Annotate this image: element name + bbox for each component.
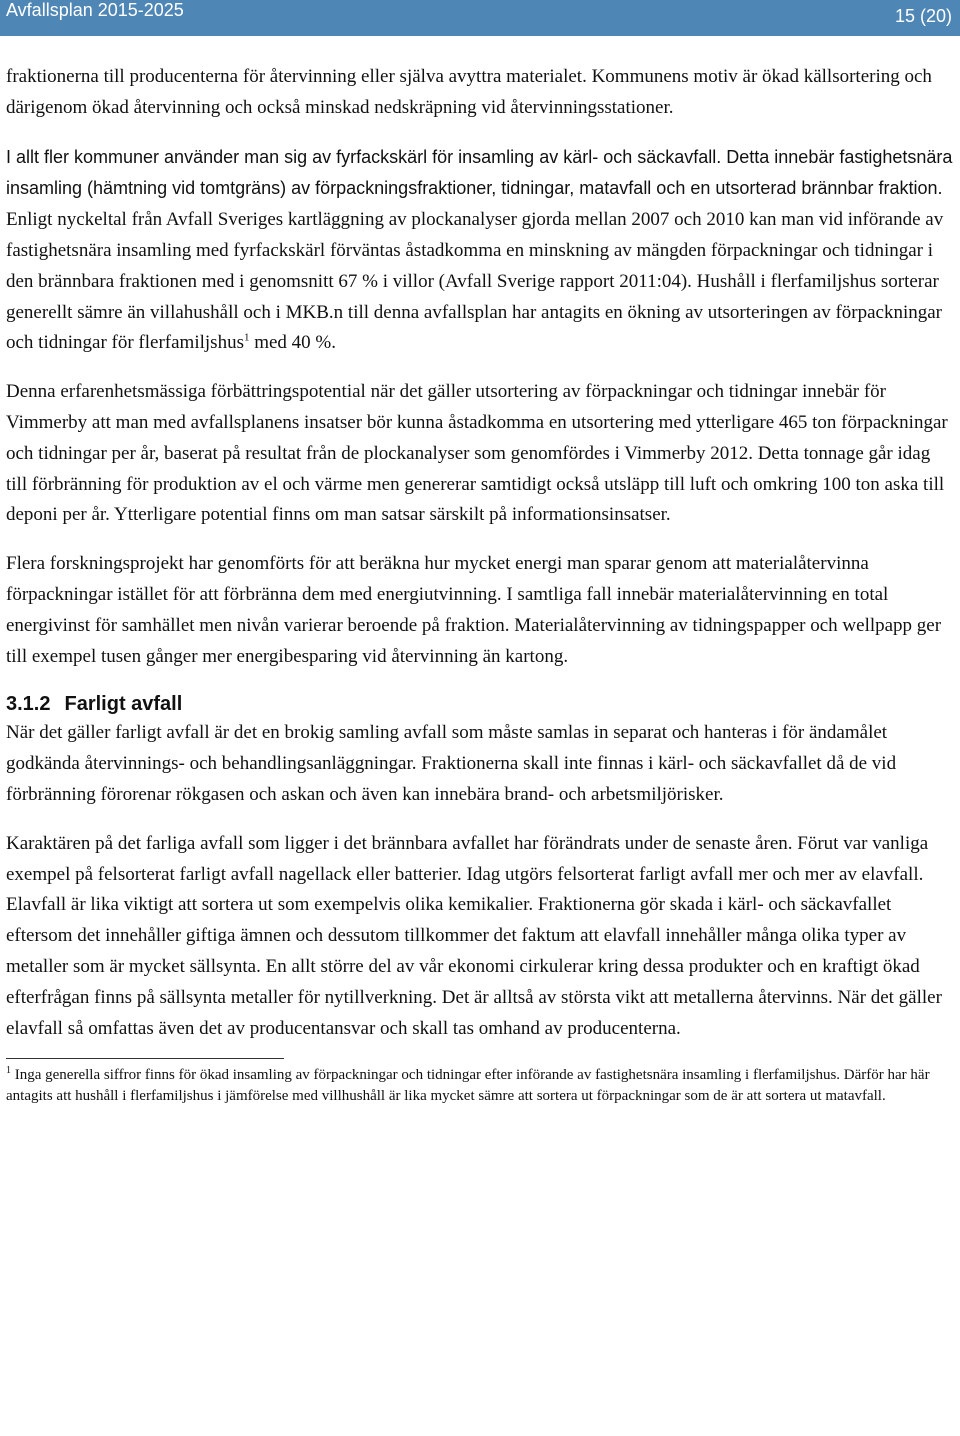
page-number: 15 (20) <box>894 6 952 26</box>
paragraph-2-text: Enligt nyckeltal från Avfall Sveriges kartläggning av plockanalyser gjorda mellan 2007 och 2010 kan man vid införande av fastighetsnära insamling med fyrfackskärl förväntas åstadkomma en minskning av mängden förpackningar och tidningar i den brännbara fraktionen med i genomsnitt 67 % i villor (Avfall Sverige rapport 2011:04). Hushåll i flerfamiljshus sorterar generellt sämre än villahushåll och i MKB.n till denna avfallsplan har antagits en ökning av utsorteringen av förpackningar och tidningar för flerfamiljshus <box>6 209 944 354</box>
footnote-text: Inga generella siffror finns för ökad insamling av förpackningar och tidningar efter införande av fastighetsnära insamling i flerfamiljshus. Därför har här antagits att hushåll i flerfamiljshus i jämförelse med villhushåll är lika mycket sämre att sortera ut förpackningar som de är att sortera ut matavfall. <box>6 1067 930 1105</box>
paragraph-2 <box>6 142 954 360</box>
footnote <box>6 1065 954 1107</box>
section-number: 3.1.2 <box>6 693 51 716</box>
section-heading <box>6 690 954 718</box>
section-paragraph-1: När det gäller farligt avfall är det en brokig samling avfall som måste samlas in separat och hanteras i för ändamålet godkända återvinnings- och behandlingsanläggningar. Fraktionerna skall inte finnas i kärl- och säckavfallet då de vid förbränning förorenar rökgasen och askan och även kan innebära brand- och arbetsmiljörisker. <box>6 722 897 805</box>
footnote-marker: 1 <box>6 1065 11 1077</box>
paragraph-1: fraktionerna till producenterna för återvinning eller själva avyttra materialet. Kommunens motiv är ökad källsortering och därigenom ökad återvinning och också minskad nedskräpning vid återvinningsstationer. <box>6 66 932 118</box>
section-paragraph-2: Karaktären på det farliga avfall som ligger i det brännbara avfallet har förändrats under de senaste åren. Förut var vanliga exempel på felsorterat farligt avfall nagellack eller batterier. Idag utgörs felsorterat farligt avfall mer och mer av elavfall. Elavfall är lika viktigt att sortera ut som exempelvis olika kemikalier. Fraktionerna gör skada i kärl- och säckavfallet eftersom det innehåller giftiga ämnen och dessutom tillkommer det faktum att elavfall innehåller många olika typer av metaller som är mycket sällsynta. En allt större del av vår ekonomi cirkulerar kring dessa produkter och en kraftigt ökad efterfrågan finns på sällsynta metaller för nytillverkning. Det är alltså av största vikt att metallerna återvinns. När det gäller elavfall så omfattas även det av producentansvar och skall tas omhand av producenterna. <box>6 832 942 1039</box>
document-body <box>6 62 954 1107</box>
paragraph-2-end: med 40 %. <box>249 332 337 354</box>
section-title: Farligt avfall <box>64 693 183 716</box>
footnote-divider <box>6 1058 284 1059</box>
paragraph-2-sans-text: I allt fler kommuner använder man sig av fyrfackskärl för insamling av kärl- och säckavfall. Detta innebär fastighetsnära insamling (hämtning vid tomtgräns) av förpackningsfraktioner, tidningar, matavfall och en utsorterad brännbar fraktion. <box>6 146 953 199</box>
document-title: Avfallsplan 2015-2025 <box>6 0 184 20</box>
footnote-reference[interactable]: 1 <box>243 332 250 345</box>
paragraph-3: Denna erfarenhetsmässiga förbättringspotential när det gäller utsortering av förpackningar och tidningar innebär för Vimmerby att man med avfallsplanens insatser bör kunna åstadkomma en utsortering med ytterligare 465 ton förpackningar och tidningar per år, baserat på resultat från de plockanalyser som genomfördes i Vimmerby 2012. Detta tonnage går idag till förbränning för produktion av el och värme men genererar samtidigt också utsläpp till luft och omkring 100 ton aska till deponi per år. Ytterligare potential finns om man satsar särskilt på informationsinsatser. <box>6 381 948 526</box>
page-header <box>0 0 960 36</box>
paragraph-4: Flera forskningsprojekt har genomförts för att beräkna hur mycket energi man sparar genom att materialåtervinna förpackningar istället för att förbränna dem med energiutvinning. I samtliga fall innebär materialåtervinning en total energivinst för samhället men nivån varierar beroende på fraktion. Materialåtervinning av tidningspapper och wellpapp ger till exempel tusen gånger mer energibesparing vid återvinning än kartong. <box>6 553 942 667</box>
